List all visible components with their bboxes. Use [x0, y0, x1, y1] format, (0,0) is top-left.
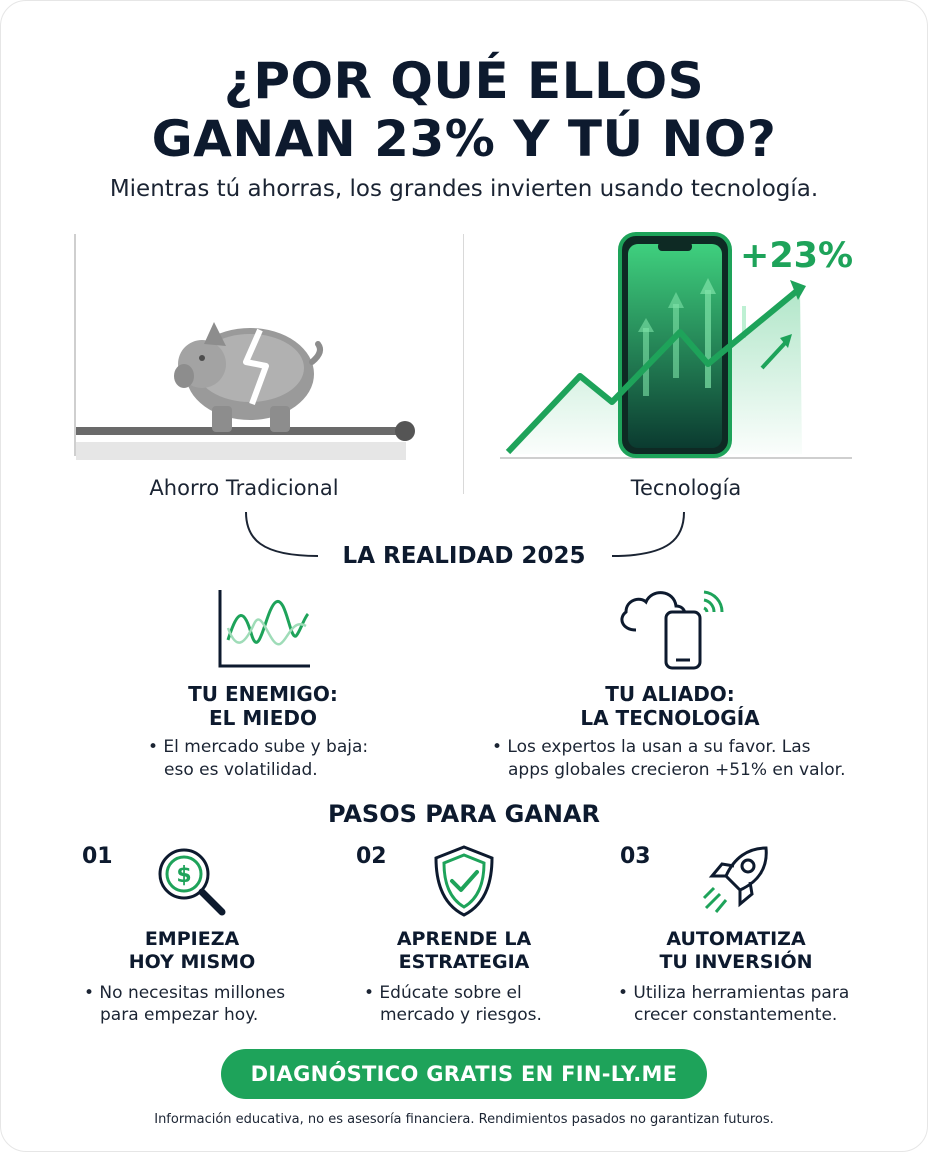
step-title — [636, 928, 836, 974]
broken-piggy-bank-illustration — [74, 234, 424, 464]
step-title — [364, 928, 564, 974]
free-diagnosis-button[interactable]: DIAGNÓSTICO GRATIS EN FIN-LY.ME — [221, 1049, 707, 1099]
step-text-line-1: • Utiliza herramientas para — [618, 983, 850, 1003]
comparison-divider — [463, 234, 464, 494]
ally-text-line-1: • Los expertos la usan a su favor. Las — [492, 737, 811, 757]
piggy-bank-icon — [174, 322, 320, 432]
reality-heading: LA REALIDAD 2025 — [342, 543, 586, 569]
cloud-phone-icon — [616, 586, 726, 672]
growth-badge: +23% — [740, 236, 854, 276]
rocket-icon — [700, 842, 774, 918]
enemy-text-line-1: • El mercado sube y baja: — [148, 737, 369, 757]
step-number: 01 — [82, 844, 113, 869]
title-line-1: ¿POR QUÉ ELLOS — [223, 52, 705, 110]
step-text — [364, 982, 604, 1026]
enemy-title-line-1: TU ENEMIGO: — [188, 682, 338, 706]
page-title — [0, 52, 928, 168]
ally-title-line-2: LA TECNOLOGÍA — [580, 706, 760, 730]
step-title-line-2: HOY MISMO — [128, 951, 256, 973]
step-title-line-2: TU INVERSIÓN — [659, 951, 813, 973]
step-text — [84, 982, 344, 1026]
enemy-text — [148, 736, 448, 782]
step-title-line-2: ESTRATEGIA — [398, 951, 530, 973]
ally-title-line-1: TU ALIADO: — [605, 682, 735, 706]
step-title-line-1: AUTOMATIZA — [666, 928, 806, 950]
volatility-chart-icon — [214, 588, 312, 670]
subtitle: Mientras tú ahorras, los grandes invierten usando tecnología. — [109, 176, 819, 202]
step-title — [92, 928, 292, 974]
step-text-line-2: para empezar hoy. — [100, 1005, 259, 1025]
step-text — [618, 982, 908, 1026]
step-text-line-2: mercado y riesgos. — [380, 1005, 542, 1025]
step-text-line-1: • Edúcate sobre el — [364, 983, 522, 1003]
ally-text — [492, 736, 872, 782]
ally-text-line-2: apps globales crecieron +51% en valor. — [508, 760, 846, 780]
enemy-title — [146, 682, 380, 730]
enemy-title-line-2: EL MIEDO — [209, 706, 317, 730]
traditional-savings-label: Ahorro Tradicional — [149, 476, 339, 500]
step-text-line-1: • No necesitas millones — [84, 983, 286, 1003]
svg-text:$: $ — [176, 863, 192, 888]
ally-title — [550, 682, 790, 730]
title-line-2: GANAN 23% Y TÚ NO? — [151, 110, 777, 168]
steps-heading: PASOS PARA GANAR — [327, 800, 601, 828]
step-text-line-2: crecer constantemente. — [634, 1005, 838, 1025]
dollar-magnifier-icon — [154, 846, 230, 918]
step-number: 03 — [620, 844, 651, 869]
disclaimer: Información educativa, no es asesoría financiera. Rendimientos pasados no garantizan futuros. — [154, 1112, 774, 1127]
step-number: 02 — [356, 844, 387, 869]
enemy-text-line-2: eso es volatilidad. — [164, 760, 318, 780]
step-title-line-1: APRENDE LA — [396, 928, 532, 950]
technology-label: Tecnología — [630, 476, 742, 500]
shield-check-icon — [432, 844, 496, 918]
step-title-line-1: EMPIEZA — [144, 928, 240, 950]
